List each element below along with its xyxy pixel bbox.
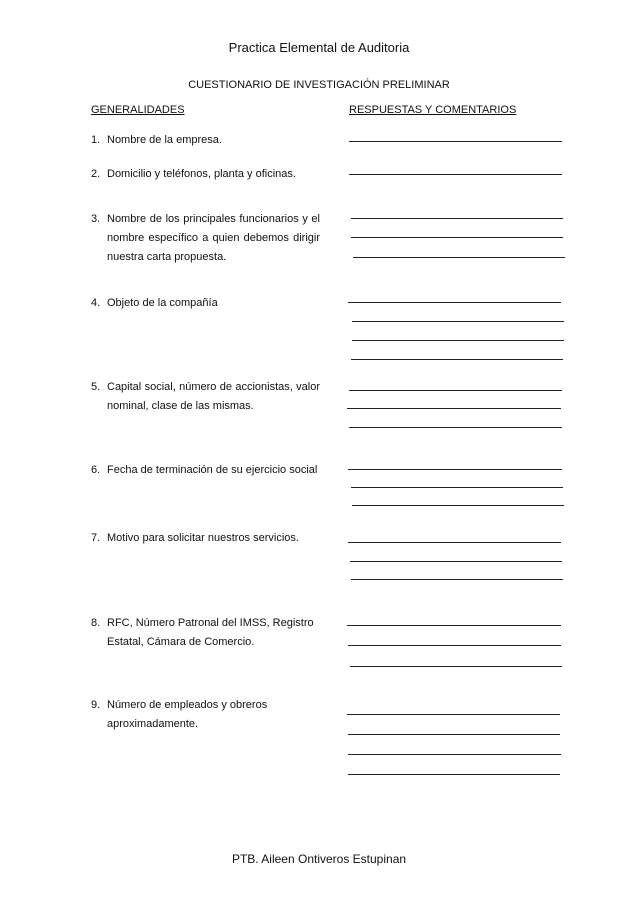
page-footer: PTB. Aileen Ontiveros Estupinan: [231, 852, 407, 866]
answer-line[interactable]: [349, 141, 562, 142]
question-number: 1.: [91, 134, 101, 146]
question-7: [91, 529, 320, 548]
question-2: [91, 165, 320, 184]
answer-line[interactable]: [348, 645, 561, 646]
question-text: Fecha de terminación de su ejercicio social: [107, 464, 318, 476]
answer-line[interactable]: [348, 734, 560, 735]
answer-line[interactable]: [351, 218, 563, 219]
answer-line[interactable]: [349, 174, 562, 175]
question-number: 3.: [91, 213, 101, 225]
question-text: Nombre de la empresa.: [107, 134, 222, 146]
answer-line[interactable]: [352, 340, 564, 341]
answer-line[interactable]: [350, 561, 562, 562]
question-4: [91, 294, 320, 313]
answer-line[interactable]: [353, 257, 565, 258]
column-heading-generalidades: GENERALIDADES: [91, 104, 185, 116]
answer-line[interactable]: [350, 666, 562, 667]
question-text: Motivo para solicitar nuestros servicios.: [107, 532, 299, 544]
answer-line[interactable]: [351, 359, 563, 360]
question-9: [91, 696, 320, 734]
question-number: 2.: [91, 168, 101, 180]
question-number: 6.: [91, 464, 101, 476]
answer-line[interactable]: [348, 774, 560, 775]
question-text: Nombre de los principales funcionarios y el nombre específico a quien debemos dirigir nuestra carta propuesta.: [107, 213, 320, 263]
answer-line[interactable]: [348, 754, 561, 755]
column-heading-respuestas: RESPUESTAS Y COMENTARIOS: [349, 104, 517, 116]
question-1: [91, 131, 320, 150]
answer-line[interactable]: [347, 408, 561, 409]
question-number: 5.: [91, 381, 101, 393]
question-5: [91, 378, 320, 416]
page-header-title: Practica Elemental de Auditoria: [228, 40, 410, 55]
question-8: [91, 614, 320, 652]
answer-line[interactable]: [351, 487, 563, 488]
answer-line[interactable]: [352, 505, 564, 506]
question-3: [91, 210, 320, 267]
answer-line[interactable]: [352, 321, 564, 322]
question-number: 8.: [91, 617, 101, 629]
question-text: Domicilio y teléfonos, planta y oficinas.: [107, 168, 296, 180]
answer-line[interactable]: [351, 237, 563, 238]
answer-line[interactable]: [351, 579, 563, 580]
question-text: Número de empleados y obreros aproximadamente.: [107, 699, 268, 730]
answer-line[interactable]: [347, 714, 560, 715]
question-6: [91, 461, 320, 480]
questionnaire-title: CUESTIONARIO DE INVESTIGACIÓN PRELIMINAR: [188, 79, 450, 91]
question-number: 9.: [91, 699, 101, 711]
answer-line[interactable]: [349, 427, 562, 428]
question-text: Objeto de la compañía: [107, 297, 218, 309]
question-number: 4.: [91, 297, 101, 309]
answer-line[interactable]: [348, 542, 561, 543]
question-number: 7.: [91, 532, 101, 544]
question-text: Capital social, número de accionistas, valor nominal, clase de las mismas.: [107, 381, 320, 412]
answer-line[interactable]: [349, 390, 562, 391]
question-text: RFC, Número Patronal del IMSS, Registro Estatal, Cámara de Comercio.: [107, 617, 314, 648]
answer-line[interactable]: [348, 302, 561, 303]
answer-line[interactable]: [347, 625, 561, 626]
answer-line[interactable]: [348, 469, 562, 470]
